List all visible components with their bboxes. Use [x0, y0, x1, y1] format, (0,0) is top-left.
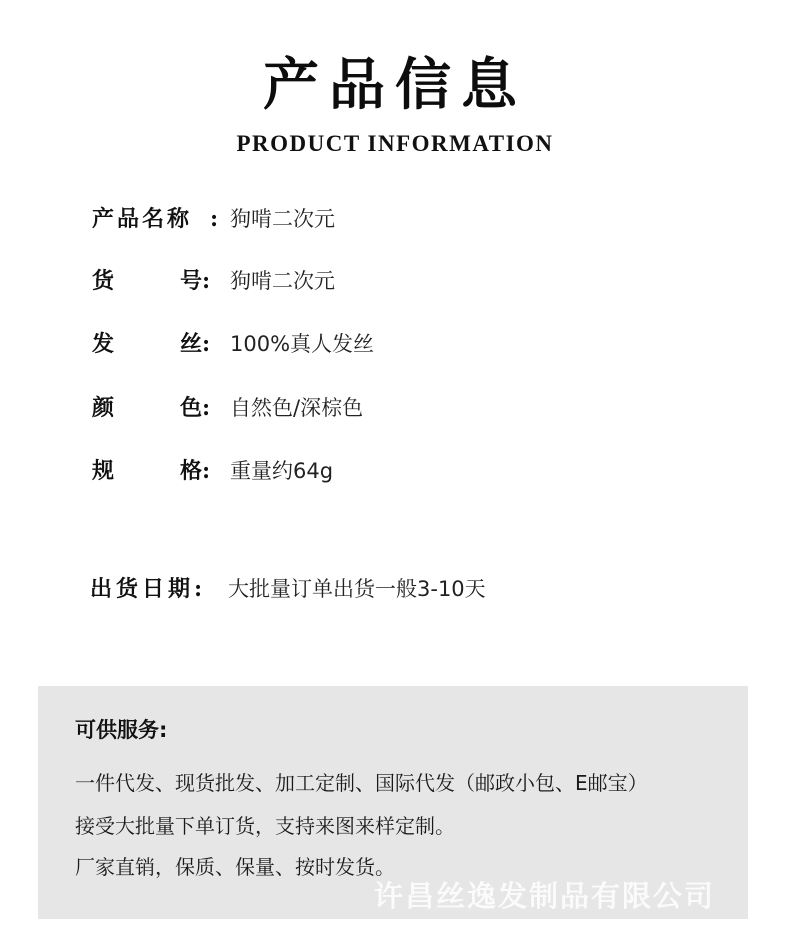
service-heading: 可供服务: — [75, 718, 168, 742]
service-line: 厂家直销，保质、保量、按时发货。 — [75, 855, 395, 879]
service-line: 接受大批量下单订货，支持来图来样定制。 — [75, 814, 455, 838]
page-subtitle: PRODUCT INFORMATION — [236, 131, 554, 156]
spec-label: 规 格: — [92, 458, 211, 484]
company-watermark: 许昌丝逸发制品有限公司 — [374, 879, 716, 913]
spec-label: 发 丝: — [92, 331, 211, 357]
service-line: 一件代发、现货批发、加工定制、国际代发（邮政小包、E邮宝） — [75, 771, 648, 795]
shipping-label: 出货日期: — [90, 576, 207, 602]
spec-label: 颜 色: — [92, 395, 211, 421]
spec-label: 产品名称 : — [92, 206, 219, 232]
spec-value: 自然色/深棕色 — [230, 396, 364, 420]
page-title: 产品信息 — [263, 52, 527, 118]
spec-value: 重量约64g — [230, 459, 334, 483]
service-panel — [38, 686, 748, 919]
spec-value: 狗啃二次元 — [230, 207, 335, 231]
shipping-value: 大批量订单出货一般3-10天 — [228, 577, 486, 601]
spec-value: 100%真人发丝 — [230, 332, 375, 356]
spec-label: 货 号: — [92, 268, 211, 294]
spec-value: 狗啃二次元 — [230, 269, 335, 293]
